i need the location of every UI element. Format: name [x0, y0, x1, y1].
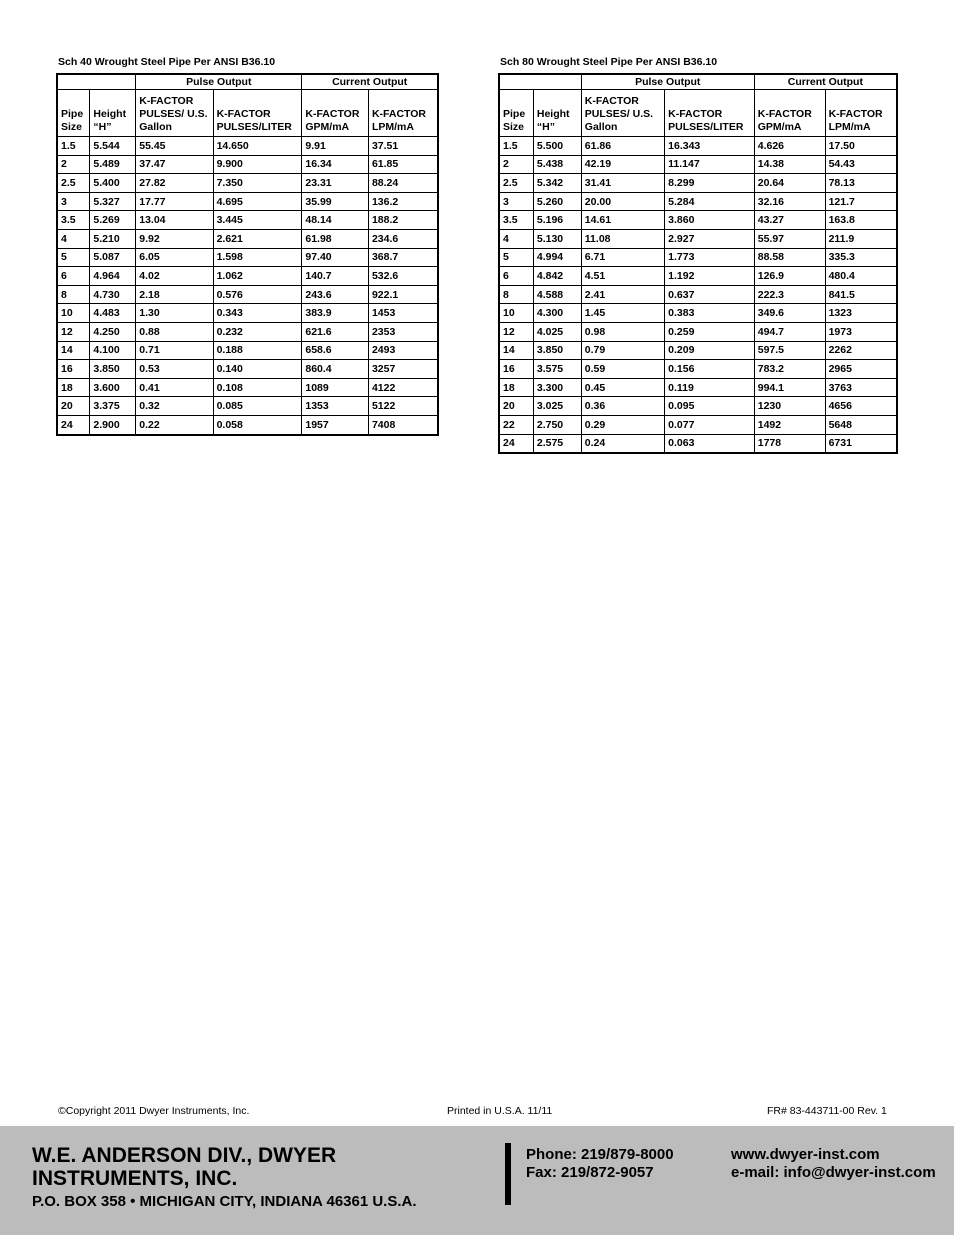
- table-cell: 5.500: [533, 137, 581, 156]
- table-cell: 0.343: [213, 304, 302, 323]
- table-cell: 3.025: [533, 397, 581, 416]
- table-cell: 4: [499, 229, 533, 248]
- table-cell: 0.41: [136, 378, 213, 397]
- group-header-pulse: Pulse Output: [581, 74, 754, 90]
- table-cell: 3257: [368, 360, 438, 379]
- table-cell: 24: [57, 415, 90, 434]
- table-cell: 4.02: [136, 267, 213, 286]
- col-header-gpm-ma: K-FACTOR GPM/mA: [302, 90, 369, 137]
- sch40-table: [56, 73, 439, 436]
- col-header-pulses-gallon: K-FACTOR PULSES/ U.S. Gallon: [581, 90, 664, 137]
- table-cell: 17.77: [136, 192, 213, 211]
- table-cell: 4122: [368, 378, 438, 397]
- table-cell: 4.842: [533, 267, 581, 286]
- table-cell: 5.400: [90, 174, 136, 193]
- table-cell: 1.773: [665, 248, 755, 267]
- company-address: P.O. BOX 358 • MICHIGAN CITY, INDIANA 46361 U.S.A.: [32, 1193, 417, 1210]
- table-row: [57, 360, 438, 379]
- table-cell: 9.900: [213, 155, 302, 174]
- table-cell: 0.232: [213, 322, 302, 341]
- table-cell: 0.156: [665, 360, 755, 379]
- table-cell: 7408: [368, 415, 438, 434]
- table-cell: 88.58: [754, 248, 825, 267]
- table-cell: 5.327: [90, 192, 136, 211]
- table-cell: 37.51: [368, 137, 438, 156]
- table-cell: 4.964: [90, 267, 136, 286]
- table-cell: 18: [57, 378, 90, 397]
- table-row: [57, 211, 438, 230]
- table-cell: 2.621: [213, 229, 302, 248]
- table-row: [57, 285, 438, 304]
- col-header-gpm-ma: K-FACTOR GPM/mA: [754, 90, 825, 137]
- table-cell: 14: [499, 341, 533, 360]
- table-row: [499, 434, 897, 453]
- table-cell: 597.5: [754, 341, 825, 360]
- table-cell: 88.24: [368, 174, 438, 193]
- table-row: [499, 211, 897, 230]
- table-row: [499, 378, 897, 397]
- table-cell: 1230: [754, 397, 825, 416]
- table-cell: 383.9: [302, 304, 369, 323]
- table-cell: 1.5: [499, 137, 533, 156]
- table-cell: 126.9: [754, 267, 825, 286]
- table-cell: 2353: [368, 322, 438, 341]
- table-cell: 6: [499, 267, 533, 286]
- table-cell: 783.2: [754, 360, 825, 379]
- table-cell: 61.86: [581, 137, 664, 156]
- table-cell: 211.9: [825, 229, 897, 248]
- table-row: [499, 322, 897, 341]
- table-row: [499, 137, 897, 156]
- col-header-lpm-ma: K-FACTOR LPM/mA: [825, 90, 897, 137]
- table-cell: 0.53: [136, 360, 213, 379]
- table-cell: 5648: [825, 415, 897, 434]
- table-cell: 5.130: [533, 229, 581, 248]
- table-cell: 12: [499, 322, 533, 341]
- table-cell: 0.108: [213, 378, 302, 397]
- email-link[interactable]: e-mail: info@dwyer-inst.com: [731, 1164, 936, 1181]
- table-cell: 0.24: [581, 434, 664, 453]
- table-cell: 61.85: [368, 155, 438, 174]
- table-row: [499, 192, 897, 211]
- table-cell: 0.119: [665, 378, 755, 397]
- table-cell: 20: [57, 397, 90, 416]
- table-cell: 0.45: [581, 378, 664, 397]
- company-name: W.E. ANDERSON DIV., DWYER INSTRUMENTS, INC.: [32, 1144, 337, 1190]
- table-cell: 5: [57, 248, 90, 267]
- copyright-text: ©Copyright 2011 Dwyer Instruments, Inc.: [58, 1105, 250, 1117]
- table-cell: 0.383: [665, 304, 755, 323]
- table-cell: 20.64: [754, 174, 825, 193]
- table-cell: 3.5: [57, 211, 90, 230]
- table-row: [57, 155, 438, 174]
- col-header-pulses-liter: K-FACTOR PULSES/LITER: [213, 90, 302, 137]
- table-cell: 0.22: [136, 415, 213, 434]
- table-cell: 0.98: [581, 322, 664, 341]
- table-row: [499, 229, 897, 248]
- table-cell: 4.300: [533, 304, 581, 323]
- table-cell: 0.063: [665, 434, 755, 453]
- table-cell: 243.6: [302, 285, 369, 304]
- table-cell: 621.6: [302, 322, 369, 341]
- table-cell: 532.6: [368, 267, 438, 286]
- table-cell: 54.43: [825, 155, 897, 174]
- table-cell: 4.025: [533, 322, 581, 341]
- table-cell: 5.196: [533, 211, 581, 230]
- table-cell: 349.6: [754, 304, 825, 323]
- group-header-pulse: Pulse Output: [136, 74, 302, 90]
- table-cell: 1.5: [57, 137, 90, 156]
- table-cell: 0.209: [665, 341, 755, 360]
- website-link[interactable]: www.dwyer-inst.com: [731, 1146, 880, 1163]
- table-cell: 2.575: [533, 434, 581, 453]
- table-cell: 2.18: [136, 285, 213, 304]
- table-cell: 0.32: [136, 397, 213, 416]
- table-cell: 97.40: [302, 248, 369, 267]
- sch40-table-section: [56, 55, 439, 436]
- table-cell: 42.19: [581, 155, 664, 174]
- table-cell: 1453: [368, 304, 438, 323]
- table-cell: 10: [57, 304, 90, 323]
- table-cell: 368.7: [368, 248, 438, 267]
- table-cell: 3.5: [499, 211, 533, 230]
- phone-number: Phone: 219/879-8000: [526, 1146, 674, 1163]
- table-cell: 0.259: [665, 322, 755, 341]
- table-cell: 1.45: [581, 304, 664, 323]
- col-header-height: Height “H”: [90, 90, 136, 137]
- table-cell: 136.2: [368, 192, 438, 211]
- group-header-blank: [57, 74, 136, 90]
- table-cell: 222.3: [754, 285, 825, 304]
- table-cell: 17.50: [825, 137, 897, 156]
- table-cell: 841.5: [825, 285, 897, 304]
- table-cell: 35.99: [302, 192, 369, 211]
- table-cell: 9.92: [136, 229, 213, 248]
- table-cell: 6.71: [581, 248, 664, 267]
- table-cell: 4.250: [90, 322, 136, 341]
- table-cell: 2: [499, 155, 533, 174]
- table-cell: 18: [499, 378, 533, 397]
- table-cell: 23.31: [302, 174, 369, 193]
- table-row: [499, 341, 897, 360]
- table-cell: 6.05: [136, 248, 213, 267]
- table-row: [57, 397, 438, 416]
- table-cell: 4.588: [533, 285, 581, 304]
- table-row: [499, 285, 897, 304]
- sch40-table-title: Sch 40 Wrought Steel Pipe Per ANSI B36.10: [58, 56, 276, 68]
- table-cell: 3763: [825, 378, 897, 397]
- table-cell: 480.4: [825, 267, 897, 286]
- table-cell: 2965: [825, 360, 897, 379]
- footer-divider: [505, 1143, 511, 1205]
- table-cell: 0.59: [581, 360, 664, 379]
- table-cell: 27.82: [136, 174, 213, 193]
- table-cell: 4.994: [533, 248, 581, 267]
- table-cell: 1778: [754, 434, 825, 453]
- table-cell: 37.47: [136, 155, 213, 174]
- table-cell: 3.575: [533, 360, 581, 379]
- table-cell: 3.445: [213, 211, 302, 230]
- table-cell: 994.1: [754, 378, 825, 397]
- table-cell: 5.438: [533, 155, 581, 174]
- table-cell: 11.147: [665, 155, 755, 174]
- table-cell: 234.6: [368, 229, 438, 248]
- table-row: [57, 415, 438, 434]
- table-row: [57, 229, 438, 248]
- table-cell: 0.88: [136, 322, 213, 341]
- table-cell: 2493: [368, 341, 438, 360]
- table-cell: 5.269: [90, 211, 136, 230]
- table-row: [499, 248, 897, 267]
- table-cell: 3.600: [90, 378, 136, 397]
- table-cell: 16.34: [302, 155, 369, 174]
- table-cell: 32.16: [754, 192, 825, 211]
- table-row: [57, 192, 438, 211]
- table-cell: 14: [57, 341, 90, 360]
- col-header-pulses-gallon: K-FACTOR PULSES/ U.S. Gallon: [136, 90, 213, 137]
- table-cell: 335.3: [825, 248, 897, 267]
- table-cell: 3.860: [665, 211, 755, 230]
- table-cell: 61.98: [302, 229, 369, 248]
- table-cell: 78.13: [825, 174, 897, 193]
- table-cell: 1492: [754, 415, 825, 434]
- table-row: [499, 174, 897, 193]
- table-cell: 0.188: [213, 341, 302, 360]
- table-cell: 2.750: [533, 415, 581, 434]
- form-number-text: FR# 83-443711-00 Rev. 1: [767, 1105, 887, 1117]
- table-cell: 8: [57, 285, 90, 304]
- sch80-table: [498, 73, 898, 454]
- table-row: [499, 397, 897, 416]
- table-cell: 5.210: [90, 229, 136, 248]
- table-cell: 9.91: [302, 137, 369, 156]
- table-cell: 48.14: [302, 211, 369, 230]
- table-row: [57, 322, 438, 341]
- table-cell: 43.27: [754, 211, 825, 230]
- table-cell: 658.6: [302, 341, 369, 360]
- col-header-height: Height “H”: [533, 90, 581, 137]
- table-cell: 16: [57, 360, 90, 379]
- table-cell: 0.71: [136, 341, 213, 360]
- table-row: [499, 155, 897, 174]
- table-row: [499, 304, 897, 323]
- table-cell: 1323: [825, 304, 897, 323]
- table-cell: 16.343: [665, 137, 755, 156]
- table-cell: 4.51: [581, 267, 664, 286]
- table-row: [499, 415, 897, 434]
- table-cell: 8: [499, 285, 533, 304]
- col-header-pulses-liter: K-FACTOR PULSES/LITER: [665, 90, 755, 137]
- table-cell: 4.730: [90, 285, 136, 304]
- table-cell: 5.087: [90, 248, 136, 267]
- table-cell: 31.41: [581, 174, 664, 193]
- table-cell: 3.850: [533, 341, 581, 360]
- table-cell: 6: [57, 267, 90, 286]
- table-cell: 5.342: [533, 174, 581, 193]
- table-cell: 4.695: [213, 192, 302, 211]
- table-cell: 2.927: [665, 229, 755, 248]
- table-cell: 188.2: [368, 211, 438, 230]
- col-header-lpm-ma: K-FACTOR LPM/mA: [368, 90, 438, 137]
- table-cell: 14.650: [213, 137, 302, 156]
- sch80-table-title: Sch 80 Wrought Steel Pipe Per ANSI B36.10: [500, 56, 718, 68]
- table-row: [57, 341, 438, 360]
- table-cell: 3.300: [533, 378, 581, 397]
- table-cell: 3: [499, 192, 533, 211]
- table-cell: 0.637: [665, 285, 755, 304]
- table-cell: 140.7: [302, 267, 369, 286]
- group-header-blank: [499, 74, 581, 90]
- table-row: [499, 360, 897, 379]
- table-cell: 2.5: [57, 174, 90, 193]
- table-cell: 1973: [825, 322, 897, 341]
- table-cell: 4.100: [90, 341, 136, 360]
- table-row: [57, 248, 438, 267]
- table-cell: 0.79: [581, 341, 664, 360]
- table-cell: 0.36: [581, 397, 664, 416]
- table-cell: 55.97: [754, 229, 825, 248]
- table-cell: 20: [499, 397, 533, 416]
- table-cell: 3.850: [90, 360, 136, 379]
- table-cell: 494.7: [754, 322, 825, 341]
- table-cell: 14.38: [754, 155, 825, 174]
- table-cell: 1.192: [665, 267, 755, 286]
- col-header-pipe-size: Pipe Size: [499, 90, 533, 137]
- table-cell: 13.04: [136, 211, 213, 230]
- table-row: [57, 174, 438, 193]
- fax-number: Fax: 219/872-9057: [526, 1164, 654, 1181]
- table-cell: 1.30: [136, 304, 213, 323]
- col-header-pipe-size: Pipe Size: [57, 90, 90, 137]
- table-cell: 6731: [825, 434, 897, 453]
- table-cell: 2262: [825, 341, 897, 360]
- table-cell: 14.61: [581, 211, 664, 230]
- table-cell: 10: [499, 304, 533, 323]
- sch80-table-body: [499, 137, 897, 454]
- table-cell: 0.140: [213, 360, 302, 379]
- table-cell: 16: [499, 360, 533, 379]
- sch80-table-section: [498, 55, 898, 454]
- table-row: [57, 304, 438, 323]
- table-cell: 2.5: [499, 174, 533, 193]
- table-cell: 1.598: [213, 248, 302, 267]
- table-cell: 2.41: [581, 285, 664, 304]
- table-cell: 5.544: [90, 137, 136, 156]
- table-cell: 3: [57, 192, 90, 211]
- table-row: [57, 267, 438, 286]
- table-cell: 860.4: [302, 360, 369, 379]
- table-cell: 1957: [302, 415, 369, 434]
- printed-date-text: Printed in U.S.A. 11/11: [447, 1105, 553, 1117]
- table-cell: 5.284: [665, 192, 755, 211]
- table-cell: 2: [57, 155, 90, 174]
- table-cell: 4.483: [90, 304, 136, 323]
- table-cell: 5.489: [90, 155, 136, 174]
- table-cell: 3.375: [90, 397, 136, 416]
- table-cell: 2.900: [90, 415, 136, 434]
- table-cell: 1353: [302, 397, 369, 416]
- table-cell: 0.095: [665, 397, 755, 416]
- table-cell: 12: [57, 322, 90, 341]
- table-cell: 922.1: [368, 285, 438, 304]
- table-cell: 22: [499, 415, 533, 434]
- table-cell: 0.29: [581, 415, 664, 434]
- sch40-table-body: [57, 137, 438, 435]
- table-cell: 0.077: [665, 415, 755, 434]
- table-cell: 4.626: [754, 137, 825, 156]
- table-cell: 5: [499, 248, 533, 267]
- table-cell: 5122: [368, 397, 438, 416]
- table-row: [57, 378, 438, 397]
- table-cell: 4: [57, 229, 90, 248]
- table-cell: 121.7: [825, 192, 897, 211]
- table-cell: 20.00: [581, 192, 664, 211]
- footer-band: [0, 1126, 954, 1235]
- table-cell: 7.350: [213, 174, 302, 193]
- table-cell: 163.8: [825, 211, 897, 230]
- table-row: [499, 267, 897, 286]
- table-cell: 0.576: [213, 285, 302, 304]
- table-cell: 5.260: [533, 192, 581, 211]
- table-row: [57, 137, 438, 156]
- group-header-current: Current Output: [302, 74, 438, 90]
- table-cell: 55.45: [136, 137, 213, 156]
- table-cell: 0.085: [213, 397, 302, 416]
- table-cell: 1.062: [213, 267, 302, 286]
- group-header-current: Current Output: [754, 74, 897, 90]
- table-cell: 24: [499, 434, 533, 453]
- table-cell: 11.08: [581, 229, 664, 248]
- table-cell: 4656: [825, 397, 897, 416]
- table-cell: 1089: [302, 378, 369, 397]
- table-cell: 8.299: [665, 174, 755, 193]
- table-cell: 0.058: [213, 415, 302, 434]
